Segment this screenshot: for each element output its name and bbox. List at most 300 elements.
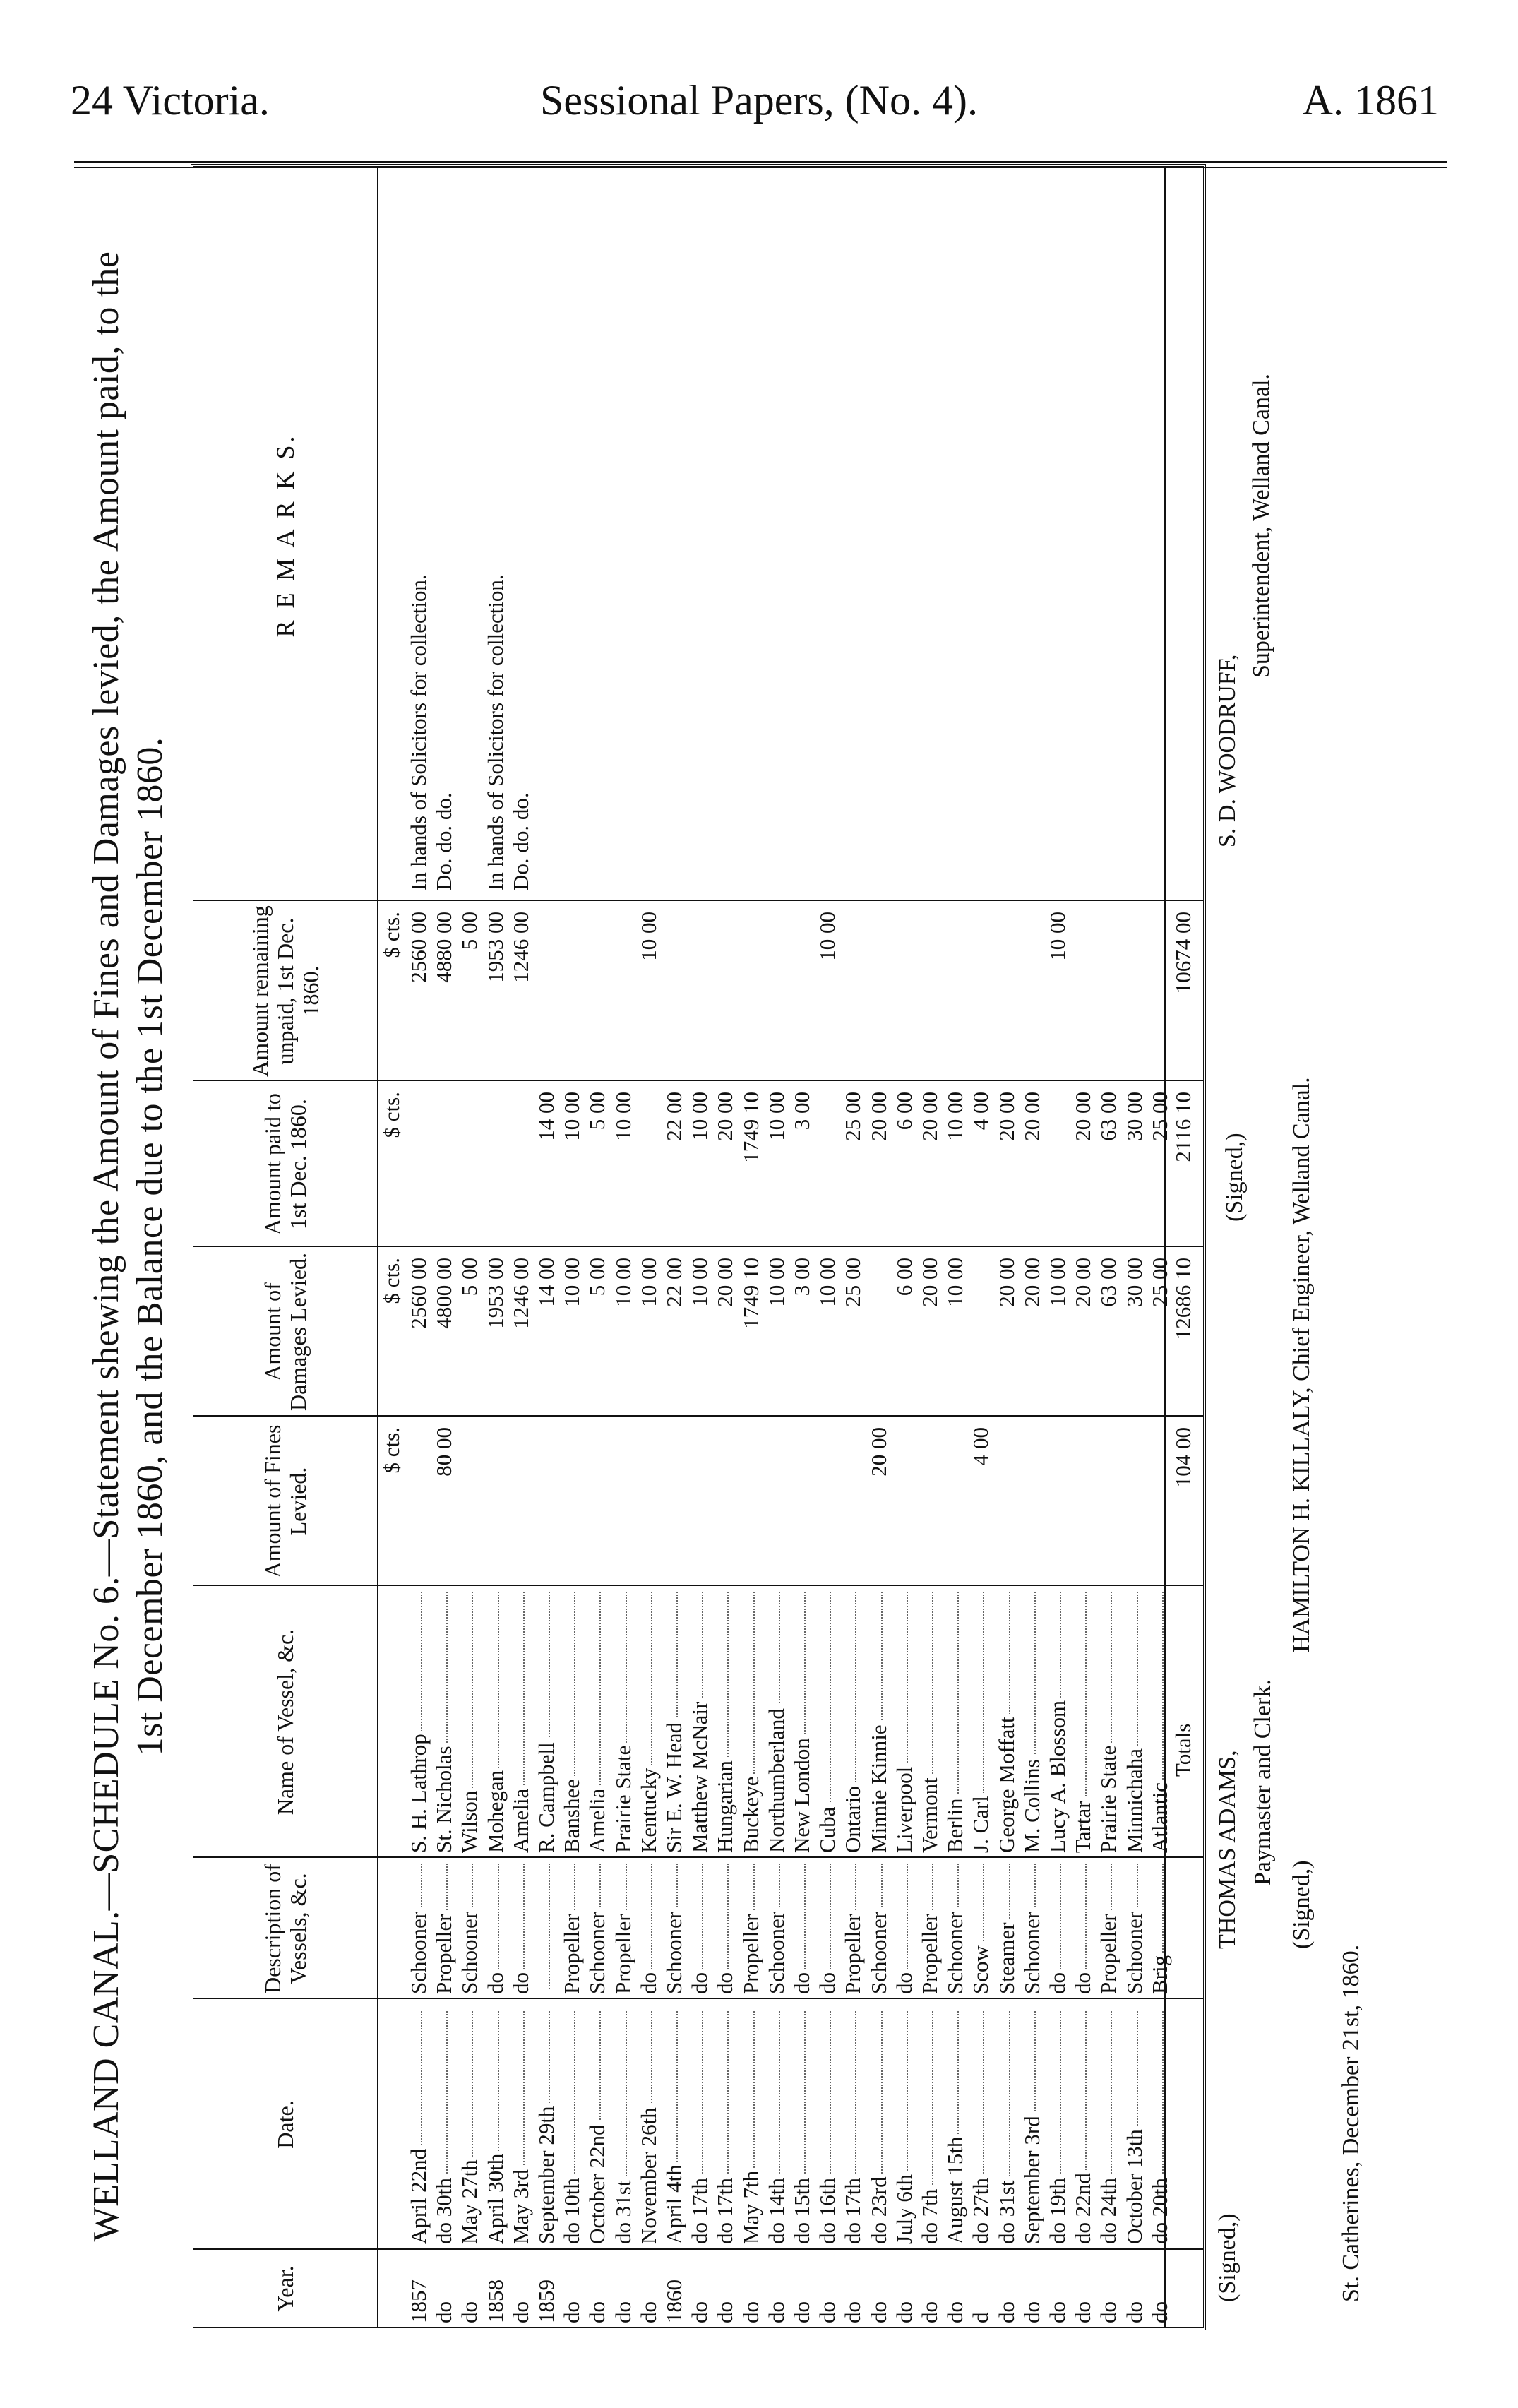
cell-vessel: Matthew McNair bbox=[686, 1592, 713, 1853]
cell-desc: do bbox=[891, 1864, 918, 1994]
cell-year: do bbox=[1019, 2301, 1044, 2323]
cell-paid: 25 00 bbox=[840, 1092, 866, 1141]
cell-date: do 23rd bbox=[866, 2011, 892, 2244]
cell-fines: 4 00 bbox=[968, 1427, 993, 1466]
schedule-title bbox=[85, 155, 172, 2337]
cell-paid: 10 00 bbox=[943, 1092, 968, 1141]
cell-damages: 10 00 bbox=[815, 1258, 840, 1307]
cell-year: 1857 bbox=[406, 2279, 431, 2323]
cell-fines bbox=[916, 1427, 943, 1586]
cell-vessel: St. Nicholas bbox=[431, 1592, 458, 1853]
cell-fines bbox=[789, 1427, 815, 1586]
cell-damages: 5 00 bbox=[457, 1258, 482, 1297]
cell-unpaid: 10 00 bbox=[635, 912, 661, 961]
unit-paid: $ cts. bbox=[379, 1092, 404, 1138]
cell-date: September 29th bbox=[533, 2011, 560, 2244]
cell-year: do bbox=[840, 2301, 866, 2323]
unit-unpaid: $ cts. bbox=[379, 912, 404, 958]
cell-fines bbox=[993, 1427, 1020, 1586]
cell-desc: Schooner bbox=[405, 1864, 432, 1994]
cell-vessel: Berlin bbox=[942, 1592, 969, 1853]
table-row bbox=[558, 167, 585, 2327]
cell-year: do bbox=[687, 2301, 712, 2323]
table-row bbox=[916, 167, 943, 2327]
cell-fines bbox=[558, 1427, 585, 1586]
rotated-schedule bbox=[85, 148, 1469, 2344]
cell-date: do 17th bbox=[712, 2011, 739, 2244]
header-unpaid: Amount remaining unpaid, 1st Dec. 1860. bbox=[247, 905, 323, 1077]
title-line-1: WELLAND CANAL.—SCHEDULE No. 6.—Statement shewing the Amount of Fines and Damages levied, the Amount paid, to the bbox=[86, 251, 126, 2242]
table-row bbox=[1121, 167, 1148, 2327]
cell-year: do bbox=[585, 2301, 610, 2323]
cell-damages: 14 00 bbox=[534, 1258, 558, 1307]
cell-desc: do bbox=[482, 1864, 509, 1994]
cell-desc bbox=[533, 1864, 560, 1994]
cell-remarks: Do. do. do. bbox=[508, 792, 533, 890]
cell-year: d bbox=[968, 2312, 993, 2323]
cell-fines bbox=[405, 1427, 432, 1586]
cell-paid bbox=[814, 1092, 841, 1247]
cell-unpaid: 5 00 bbox=[457, 912, 482, 950]
cell-unpaid: 1246 00 bbox=[508, 912, 533, 983]
cell-desc: do bbox=[1044, 1864, 1071, 1994]
table-row bbox=[738, 167, 765, 2327]
cell-fines bbox=[712, 1427, 739, 1586]
cell-damages: 30 00 bbox=[1121, 1258, 1147, 1307]
cell-paid: 20 00 bbox=[1019, 1092, 1044, 1141]
cell-date: August 15th bbox=[942, 2011, 969, 2244]
cell-date: do 16th bbox=[814, 2011, 841, 2244]
cell-damages: 10 00 bbox=[1045, 1258, 1070, 1307]
cell-fines bbox=[584, 1427, 611, 1586]
cell-fines bbox=[533, 1427, 560, 1586]
table-row bbox=[712, 167, 739, 2327]
table-row bbox=[1019, 167, 1046, 2327]
cell-vessel: Minnie Kinnie bbox=[866, 1592, 892, 1853]
cell-year: do bbox=[1121, 2301, 1147, 2323]
cell-damages: 6 00 bbox=[891, 1258, 916, 1297]
cell-desc: do bbox=[712, 1864, 739, 1994]
cell-paid: 20 00 bbox=[917, 1092, 942, 1141]
cell-fines bbox=[839, 1427, 866, 1586]
cell-date: do 30th bbox=[431, 2011, 458, 2244]
totals-paid: 2116 10 bbox=[1171, 1092, 1195, 1162]
cell-remarks bbox=[661, 177, 688, 890]
place-date: St. Catherines, December 21st, 1860. bbox=[1338, 1944, 1364, 2302]
cell-date: do 22nd bbox=[1070, 2011, 1096, 2244]
cell-remarks: Do. do. do. bbox=[431, 792, 457, 890]
cell-date: do 15th bbox=[789, 2011, 815, 2244]
cell-unpaid: 10 00 bbox=[1045, 912, 1070, 961]
cell-desc: Brig bbox=[1147, 1864, 1173, 1994]
totals-row bbox=[1164, 167, 1201, 2327]
cell-remarks bbox=[1044, 177, 1071, 890]
cell-desc: Propeller bbox=[431, 1864, 458, 1994]
header-fines: Amount of Fines Levied. bbox=[260, 1424, 311, 1578]
cell-remarks bbox=[584, 177, 611, 890]
cell-remarks bbox=[610, 177, 637, 890]
unit-fines: $ cts. bbox=[379, 1427, 404, 1474]
page-header-center: Sessional Papers, (No. 4). bbox=[540, 77, 978, 124]
cell-year: do bbox=[1147, 2301, 1172, 2323]
cell-year: do bbox=[763, 2301, 789, 2323]
cell-paid: 14 00 bbox=[534, 1092, 558, 1141]
cell-unpaid bbox=[839, 912, 866, 1081]
cell-desc: do bbox=[1070, 1864, 1096, 1994]
cell-remarks bbox=[814, 177, 841, 890]
cell-date: do 31st bbox=[610, 2011, 637, 2244]
cell-vessel: New London bbox=[789, 1592, 815, 1853]
table-row bbox=[789, 167, 815, 2327]
cell-vessel: J. Carl bbox=[967, 1592, 994, 1853]
cell-vessel: Hungarian bbox=[712, 1592, 739, 1853]
cell-unpaid bbox=[686, 912, 713, 1081]
cell-desc: Propeller bbox=[558, 1864, 585, 1994]
cell-year: do bbox=[712, 2301, 738, 2323]
signed-label-1: (Signed,) bbox=[1214, 2213, 1241, 2302]
cell-damages: 20 00 bbox=[993, 1258, 1019, 1307]
cell-damages: 20 00 bbox=[1070, 1258, 1096, 1307]
cell-vessel: Cuba bbox=[814, 1592, 841, 1853]
cell-fines bbox=[1070, 1427, 1096, 1586]
cell-unpaid: 2560 00 bbox=[406, 912, 431, 983]
cell-vessel: Northumberland bbox=[763, 1592, 790, 1853]
cell-vessel: Amelia bbox=[508, 1592, 534, 1853]
cell-paid: 1749 10 bbox=[738, 1092, 763, 1163]
cell-unpaid: 4880 00 bbox=[431, 912, 457, 983]
cell-unpaid bbox=[584, 912, 611, 1081]
cell-year: do bbox=[891, 2301, 916, 2323]
cell-damages: 20 00 bbox=[917, 1258, 942, 1307]
units-row bbox=[378, 167, 405, 2327]
unit-damages: $ cts. bbox=[379, 1258, 404, 1304]
cell-remarks: In hands of Solicitors for collection. bbox=[406, 574, 431, 890]
cell-vessel: George Moffatt bbox=[993, 1592, 1020, 1853]
cell-fines: 20 00 bbox=[866, 1427, 891, 1477]
cell-year: 1858 bbox=[482, 2279, 508, 2323]
cell-desc: Steamer bbox=[993, 1864, 1020, 1994]
cell-vessel: Prairie State bbox=[1095, 1592, 1122, 1853]
table-row bbox=[584, 167, 611, 2327]
cell-vessel: Kentucky bbox=[635, 1592, 662, 1853]
cell-remarks bbox=[942, 177, 969, 890]
cell-unpaid bbox=[533, 912, 560, 1081]
cell-paid: 5 00 bbox=[585, 1092, 610, 1131]
cell-fines bbox=[1121, 1427, 1148, 1586]
cell-paid bbox=[1044, 1092, 1071, 1247]
cell-date: do 20th bbox=[1147, 2011, 1173, 2244]
cell-date: do 17th bbox=[686, 2011, 713, 2244]
cell-remarks bbox=[891, 177, 918, 890]
cell-unpaid bbox=[967, 912, 994, 1081]
table-row bbox=[1070, 167, 1096, 2327]
cell-paid bbox=[431, 1092, 458, 1247]
cell-vessel: Vermont bbox=[916, 1592, 943, 1853]
cell-paid bbox=[456, 1092, 483, 1247]
cell-desc: do bbox=[789, 1864, 815, 1994]
cell-paid bbox=[405, 1092, 432, 1247]
cell-vessel: R. Campbell bbox=[533, 1592, 560, 1853]
cell-year: do bbox=[508, 2301, 533, 2323]
table-row bbox=[431, 167, 458, 2327]
cell-date: do 17th bbox=[839, 2011, 866, 2244]
cell-fines bbox=[1095, 1427, 1122, 1586]
cell-vessel: Prairie State bbox=[610, 1592, 637, 1853]
cell-unpaid bbox=[891, 912, 918, 1081]
table-row bbox=[942, 167, 969, 2327]
cell-damages: 20 00 bbox=[712, 1258, 738, 1307]
table-row bbox=[610, 167, 637, 2327]
table-row bbox=[508, 167, 534, 2327]
cell-date: November 26th bbox=[635, 2011, 662, 2244]
cell-date: do 27th bbox=[967, 2011, 994, 2244]
cell-vessel: Minnichaha bbox=[1121, 1592, 1148, 1853]
cell-paid: 20 00 bbox=[712, 1092, 738, 1141]
cell-damages: 10 00 bbox=[943, 1258, 968, 1307]
cell-unpaid bbox=[1095, 912, 1122, 1081]
cell-paid: 22 00 bbox=[662, 1092, 686, 1141]
signed-label-3: (Signed,) bbox=[1289, 1860, 1315, 1949]
cell-damages: 25 00 bbox=[1147, 1258, 1172, 1307]
cell-remarks bbox=[789, 177, 815, 890]
cell-fines bbox=[661, 1427, 688, 1586]
cell-date: July 6th bbox=[891, 2011, 918, 2244]
cell-date: May 7th bbox=[738, 2011, 765, 2244]
cell-desc: Propeller bbox=[1095, 1864, 1122, 1994]
cell-year: do bbox=[457, 2301, 482, 2323]
cell-vessel: Ontario bbox=[839, 1592, 866, 1853]
table-row bbox=[1044, 167, 1071, 2327]
cell-unpaid bbox=[789, 912, 815, 1081]
header-damages: Amount of Damages Levied. bbox=[260, 1253, 311, 1411]
cell-desc: do bbox=[686, 1864, 713, 1994]
cell-year: do bbox=[993, 2301, 1019, 2323]
cell-remarks bbox=[1095, 177, 1122, 890]
cell-remarks bbox=[967, 177, 994, 890]
header-paid: Amount paid to 1st Dec. 1860. bbox=[260, 1093, 311, 1235]
cell-vessel: Liverpool bbox=[891, 1592, 918, 1853]
cell-vessel: Mohegan bbox=[482, 1592, 509, 1853]
cell-vessel: Tartar bbox=[1070, 1592, 1096, 1853]
cell-remarks bbox=[558, 177, 585, 890]
cell-fines bbox=[482, 1427, 509, 1586]
cell-damages: 63 00 bbox=[1096, 1258, 1121, 1307]
cell-remarks bbox=[738, 177, 765, 890]
table-row bbox=[686, 167, 713, 2327]
table-row bbox=[661, 167, 688, 2327]
cell-date: May 27th bbox=[456, 2011, 483, 2244]
cell-unpaid bbox=[661, 912, 688, 1081]
cell-year: do bbox=[866, 2301, 891, 2323]
table-row bbox=[635, 167, 662, 2327]
cell-year: do bbox=[738, 2301, 763, 2323]
cell-year: 1859 bbox=[534, 2279, 558, 2323]
cell-paid: 6 00 bbox=[891, 1092, 916, 1131]
cell-remarks bbox=[712, 177, 739, 890]
cell-paid: 10 00 bbox=[763, 1092, 789, 1141]
cell-paid: 20 00 bbox=[866, 1092, 891, 1141]
cell-paid: 25 00 bbox=[1147, 1092, 1172, 1141]
cell-paid: 63 00 bbox=[1096, 1092, 1121, 1141]
adams-title: Paymaster and Clerk. bbox=[1250, 1679, 1276, 1885]
cell-remarks bbox=[1121, 177, 1148, 890]
table-row bbox=[891, 167, 918, 2327]
cell-vessel: Buckeye bbox=[738, 1592, 765, 1853]
table-row bbox=[456, 167, 483, 2327]
cell-desc: Schooner bbox=[661, 1864, 688, 1994]
table-row bbox=[866, 167, 892, 2327]
cell-damages: 10 00 bbox=[610, 1258, 635, 1307]
cell-fines bbox=[942, 1427, 969, 1586]
cell-damages: 10 00 bbox=[763, 1258, 789, 1307]
cell-paid: 4 00 bbox=[968, 1092, 993, 1131]
cell-desc: Propeller bbox=[610, 1864, 637, 1994]
totals-damages: 12686 10 bbox=[1171, 1258, 1195, 1340]
page-header-right: A. 1861 bbox=[1302, 77, 1439, 124]
cell-date: October 22nd bbox=[584, 2011, 611, 2244]
adams-name: THOMAS ADAMS, bbox=[1214, 1750, 1241, 1949]
cell-desc: do bbox=[635, 1864, 662, 1994]
cell-fines bbox=[456, 1427, 483, 1586]
cell-desc: Schooner bbox=[763, 1864, 790, 1994]
cell-damages bbox=[866, 1258, 892, 1417]
cell-vessel: Wilson bbox=[456, 1592, 483, 1853]
cell-year: 1860 bbox=[662, 2279, 686, 2323]
cell-fines bbox=[1044, 1427, 1071, 1586]
cell-paid: 20 00 bbox=[993, 1092, 1019, 1141]
cell-year: do bbox=[1070, 2301, 1096, 2323]
cell-vessel: Sir E. W. Head bbox=[661, 1592, 688, 1853]
cell-desc: Propeller bbox=[916, 1864, 943, 1994]
cell-date: September 3rd bbox=[1019, 2011, 1046, 2244]
cell-damages: 20 00 bbox=[1019, 1258, 1044, 1307]
header-remarks: R E M A R K S. bbox=[271, 433, 299, 638]
cell-fines bbox=[686, 1427, 713, 1586]
table-row bbox=[814, 167, 841, 2327]
cell-date: April 22nd bbox=[405, 2011, 432, 2244]
cell-vessel: Atlantic bbox=[1147, 1592, 1173, 1853]
woodruff-title: Superintendent, Welland Canal. bbox=[1248, 374, 1274, 678]
cell-damages: 10 00 bbox=[559, 1258, 585, 1307]
cell-date: do 31st bbox=[993, 2011, 1020, 2244]
header-year: Year. bbox=[273, 2265, 298, 2312]
page-header-left: 24 Victoria. bbox=[71, 77, 270, 124]
cell-damages: 25 00 bbox=[840, 1258, 866, 1307]
cell-paid: 3 00 bbox=[789, 1092, 814, 1131]
cell-remarks bbox=[866, 177, 892, 890]
cell-damages: 1953 00 bbox=[482, 1258, 508, 1329]
table-row bbox=[1095, 167, 1122, 2327]
cell-date: May 3rd bbox=[508, 2011, 534, 2244]
cell-damages: 10 00 bbox=[635, 1258, 661, 1307]
cell-paid bbox=[635, 1092, 662, 1247]
cell-date: do 24th bbox=[1095, 2011, 1122, 2244]
cell-paid: 20 00 bbox=[1070, 1092, 1096, 1141]
cell-desc: Propeller bbox=[839, 1864, 866, 1994]
header-description: Description of Vessels, &c. bbox=[260, 1864, 311, 1993]
cell-date: April 30th bbox=[482, 2011, 509, 2244]
table-row bbox=[839, 167, 866, 2327]
cell-damages: 22 00 bbox=[662, 1258, 686, 1307]
cell-paid: 30 00 bbox=[1121, 1092, 1147, 1141]
cell-remarks bbox=[839, 177, 866, 890]
cell-desc: Schooner bbox=[1019, 1864, 1046, 1994]
cell-damages: 1246 00 bbox=[508, 1258, 533, 1329]
cell-paid: 10 00 bbox=[687, 1092, 712, 1141]
table-row bbox=[405, 167, 432, 2327]
cell-unpaid bbox=[916, 912, 943, 1081]
cell-vessel: Banshee bbox=[558, 1592, 585, 1853]
title-line-2: 1st December 1860, and the Balance due to the 1st December 1860. bbox=[130, 737, 170, 1756]
cell-fines bbox=[891, 1427, 918, 1586]
table-row bbox=[763, 167, 790, 2327]
woodruff-name: S. D. WOODRUFF, bbox=[1214, 654, 1241, 847]
cell-year: do bbox=[431, 2301, 457, 2323]
table-row bbox=[967, 167, 994, 2327]
cell-year: do bbox=[1045, 2301, 1070, 2323]
cell-unpaid bbox=[993, 912, 1020, 1081]
cell-year: do bbox=[815, 2301, 840, 2323]
cell-fines bbox=[1019, 1427, 1046, 1586]
cell-paid: 10 00 bbox=[610, 1092, 635, 1141]
cell-unpaid bbox=[738, 912, 765, 1081]
cell-fines bbox=[610, 1427, 637, 1586]
cell-vessel: S. H. Lathrop bbox=[405, 1592, 432, 1853]
cell-desc: Schooner bbox=[584, 1864, 611, 1994]
cell-damages: 4800 00 bbox=[431, 1258, 457, 1329]
cell-remarks bbox=[993, 177, 1020, 890]
cell-fines bbox=[738, 1427, 765, 1586]
cell-fines: 80 00 bbox=[431, 1427, 457, 1477]
cell-remarks bbox=[1019, 177, 1046, 890]
table-row bbox=[533, 167, 560, 2327]
cell-desc: Scow bbox=[967, 1864, 994, 1994]
cell-damages: 2560 00 bbox=[406, 1258, 431, 1329]
header-date: Date. bbox=[273, 2100, 298, 2149]
cell-year: do bbox=[943, 2301, 968, 2323]
cell-desc: do bbox=[814, 1864, 841, 1994]
cell-remarks bbox=[1070, 177, 1096, 890]
killaly-signature: HAMILTON H. KILLALY, Chief Engineer, Welland Canal. bbox=[1289, 1077, 1315, 1652]
cell-desc: Schooner bbox=[456, 1864, 483, 1994]
totals-unpaid: 10674 00 bbox=[1171, 912, 1195, 994]
signed-label-2: (Signed,) bbox=[1221, 1133, 1248, 1222]
cell-year: do bbox=[917, 2301, 942, 2323]
cell-date: do 10th bbox=[558, 2011, 585, 2244]
cell-date: do 19th bbox=[1044, 2011, 1071, 2244]
cell-year: do bbox=[789, 2301, 814, 2323]
cell-unpaid bbox=[1121, 912, 1148, 1081]
cell-fines bbox=[508, 1427, 534, 1586]
cell-unpaid: 1953 00 bbox=[482, 912, 508, 983]
cell-unpaid: 10 00 bbox=[815, 912, 840, 961]
cell-remarks bbox=[763, 177, 790, 890]
cell-paid bbox=[482, 1092, 509, 1247]
cell-damages: 1749 10 bbox=[738, 1258, 763, 1329]
cell-date: April 4th bbox=[661, 2011, 688, 2244]
cell-desc: Schooner bbox=[1121, 1864, 1148, 1994]
cell-desc: Propeller bbox=[738, 1864, 765, 1994]
header-vessel: Name of Vessel, &c. bbox=[273, 1628, 298, 1816]
cell-date: do 14th bbox=[763, 2011, 790, 2244]
totals-label: Totals bbox=[1171, 1723, 1195, 1777]
cell-remarks bbox=[635, 177, 662, 890]
cell-damages: 10 00 bbox=[687, 1258, 712, 1307]
cell-unpaid bbox=[558, 912, 585, 1081]
cell-vessel: Amelia bbox=[584, 1592, 611, 1853]
cell-damages: 5 00 bbox=[585, 1258, 610, 1297]
cell-vessel: M. Collins bbox=[1019, 1592, 1046, 1853]
